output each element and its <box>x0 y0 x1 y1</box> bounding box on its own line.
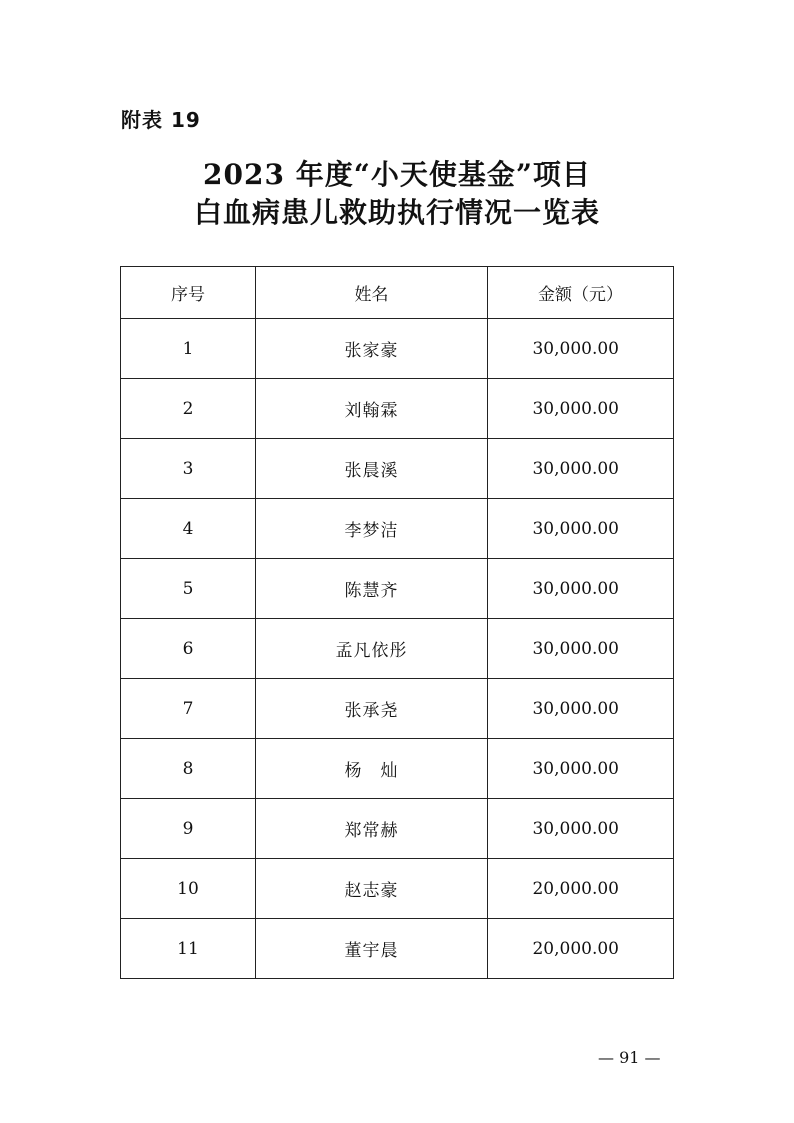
document-title-line-2: 白血病患儿救助执行情况一览表 <box>193 196 600 229</box>
table-row <box>121 919 674 979</box>
table-row <box>121 319 674 379</box>
header-serial-number: 序号 <box>121 267 256 319</box>
row-serial-number: 9 <box>121 799 256 859</box>
page-number: — 91 — <box>598 1048 661 1067</box>
row-serial-number: 6 <box>121 619 256 679</box>
aid-execution-table <box>120 266 674 979</box>
row-serial-number: 10 <box>121 859 256 919</box>
row-name: 孟凡依彤 <box>256 619 488 679</box>
row-amount: 30,000.00 <box>488 619 674 679</box>
row-name: 杨 灿 <box>256 739 488 799</box>
table-row <box>121 739 674 799</box>
row-name: 郑常赫 <box>256 799 488 859</box>
row-name: 陈慧齐 <box>256 559 488 619</box>
row-amount: 20,000.00 <box>488 919 674 979</box>
row-amount: 30,000.00 <box>488 679 674 739</box>
table-row <box>121 559 674 619</box>
table-row <box>121 499 674 559</box>
row-amount: 30,000.00 <box>488 499 674 559</box>
table-header-row <box>121 267 674 319</box>
row-amount: 30,000.00 <box>488 379 674 439</box>
header-amount: 金额（元） <box>488 267 674 319</box>
table-row <box>121 679 674 739</box>
row-serial-number: 5 <box>121 559 256 619</box>
row-name: 张承尧 <box>256 679 488 739</box>
row-serial-number: 7 <box>121 679 256 739</box>
table-row <box>121 619 674 679</box>
table-row <box>121 439 674 499</box>
table-row <box>121 859 674 919</box>
header-name: 姓名 <box>256 267 488 319</box>
appendix-label: 附表 19 <box>121 108 201 132</box>
row-serial-number: 3 <box>121 439 256 499</box>
row-serial-number: 2 <box>121 379 256 439</box>
row-serial-number: 8 <box>121 739 256 799</box>
row-amount: 30,000.00 <box>488 559 674 619</box>
row-name: 赵志豪 <box>256 859 488 919</box>
table-row <box>121 799 674 859</box>
row-name: 张家豪 <box>256 319 488 379</box>
row-amount: 30,000.00 <box>488 799 674 859</box>
row-name: 刘翰霖 <box>256 379 488 439</box>
row-name: 董宇晨 <box>256 919 488 979</box>
table-row <box>121 379 674 439</box>
document-title-line-1: 2023 年度“小天使基金”项目 <box>203 158 591 191</box>
row-serial-number: 4 <box>121 499 256 559</box>
row-amount: 30,000.00 <box>488 319 674 379</box>
row-serial-number: 1 <box>121 319 256 379</box>
row-serial-number: 11 <box>121 919 256 979</box>
row-amount: 30,000.00 <box>488 439 674 499</box>
row-amount: 20,000.00 <box>488 859 674 919</box>
row-name: 张晨溪 <box>256 439 488 499</box>
row-name: 李梦洁 <box>256 499 488 559</box>
row-amount: 30,000.00 <box>488 739 674 799</box>
